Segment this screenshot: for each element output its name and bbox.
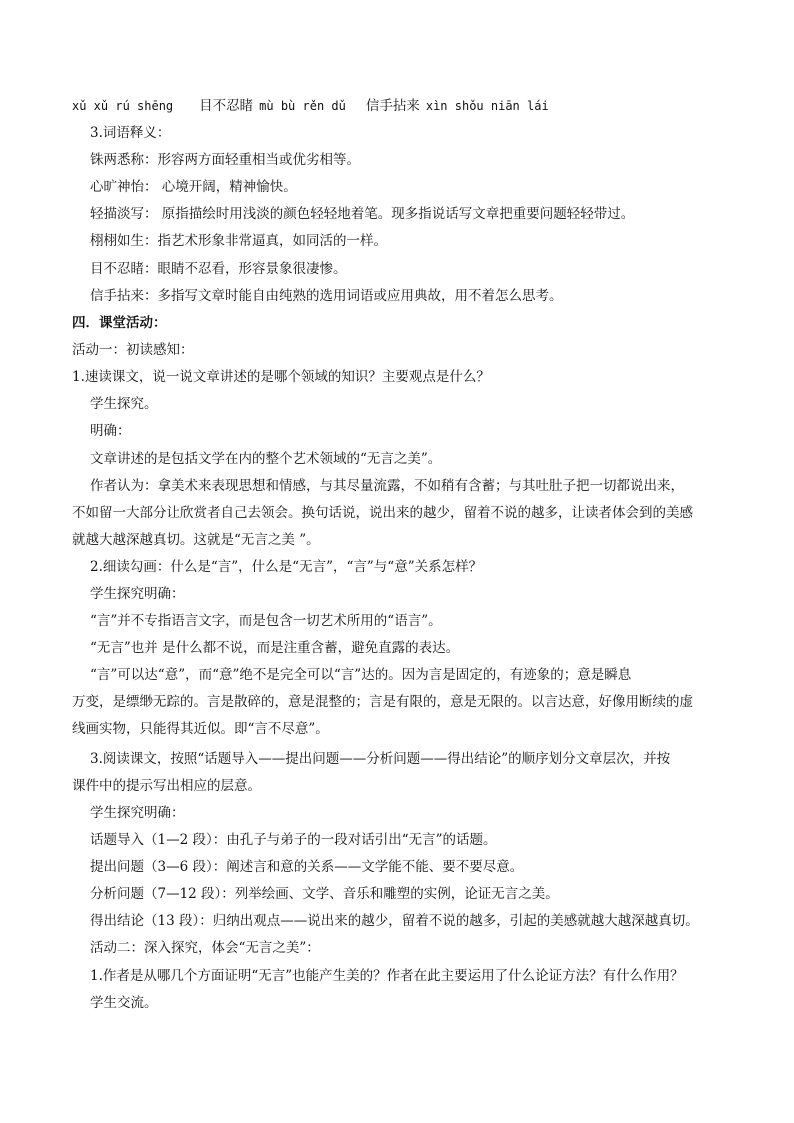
pinyin-mu-bu-ren-du: mù bù rěn dǔ: [259, 99, 346, 113]
q1-answer-2-line3: 就越大越深越真切。这就是“无言之美 ”。: [72, 532, 320, 548]
pinyin-xin-shou-nian-lai: xìn shǒu niān lái: [425, 99, 549, 113]
q1-answer-2-line1: 作者认为：拿美术来表现思想和情感，与其尽量流露，不如稍有含蓄；与其吐肚子把一切都说出来，: [90, 478, 684, 494]
q2-answer-3-line3: 线画实物，只能得其近似。即“言不尽意”。: [72, 721, 329, 737]
definition-item: 栩栩如生：指艺术形象非常逼真，如同活的一样。: [90, 233, 387, 249]
definition-item: 轻描淡写： 原指描绘时用浅淡的颜色轻轻地着笔。现多指说话写文章把重要问题轻轻带过。: [90, 206, 635, 222]
definition-item: 心旷神怡： 心境开阔，精神愉快。: [90, 179, 297, 195]
definition-item: 目不忍睹：眼睛不忍看，形容景象很凄惨。: [90, 261, 347, 277]
q3-explore: 学生探究明确：: [90, 805, 185, 821]
activity2-title: 活动二：深入探究，体会“无言之美”：: [90, 940, 320, 956]
question-3-line1: 3.阅读课文，按照“话题导入——提出问题——分析问题——得出结论”的顺序划分文章层次，并按: [90, 751, 671, 767]
q1-answer-2-line2: 不如留一大部分让欣赏者自己去领会。换句话说，说出来的越少，留着不说的越多，让读者体会到的美感: [72, 505, 693, 521]
q2-answer-2: “无言”也并 是什么都不说，而是注重含蓄，避免直露的表达。: [90, 640, 460, 656]
pinyin-xu-xu-ru-sheng: xǔ xǔ rú shēng: [72, 99, 174, 113]
definition-item: 信手拈来：多指写文章时能自由纯熟的选用词语或应用典故，用不着怎么思考。: [90, 288, 563, 304]
word-mu-bu-ren-du: 目不忍睹: [199, 98, 254, 114]
q1-answer-1: 文章讲述的是包括文学在内的整个艺术领域的“无言之美”。: [90, 451, 442, 467]
activity2-exchange: 学生交流。: [90, 995, 158, 1011]
definitions-heading: 3.词语释义：: [90, 125, 171, 141]
question-2: 2.细读勾画：什么是“言”，什么是“无言”，“言”与“意”关系怎样？: [90, 559, 483, 575]
q3-section-2: 提出问题（3—6 段）：阐述言和意的关系——文学能不能、要不要尽意。: [90, 859, 524, 875]
activity2-question-1: 1.作者是从哪几个方面证明“无言”也能产生美的？作者在此主要运用了什么论证方法？有什么作用？: [90, 968, 684, 984]
activity1-title: 活动一：初读感知：: [72, 342, 194, 358]
question-3-line2: 课件中的提示写出相应的层意。: [72, 778, 261, 794]
q1-explore: 学生探究。: [90, 396, 158, 412]
q3-section-3: 分析问题（7—12 段）：列举绘画、文学、音乐和雕塑的实例，论证无言之美。: [90, 886, 559, 902]
q3-section-4: 得出结论（13 段）：归纳出观点——说出来的越少，留着不说的越多，引起的美感就越大越深越真切。: [90, 913, 699, 929]
vocab-pinyin-line: [72, 96, 549, 116]
q2-answer-1: “言”并不专指语言文字，而是包含一切艺术所用的“语言”。: [90, 613, 442, 629]
q2-answer-3-line1: “言”可以达“意”，而“意”绝不是完全可以“言”达的。因为言是固定的，有迹象的；意是瞬息: [90, 667, 632, 683]
q1-clarify: 明确：: [90, 423, 131, 439]
question-1: 1.速读课文，说一说文章讲述的是哪个领域的知识？主要观点是什么？: [72, 369, 490, 385]
q3-section-1: 话题导入（1—2 段）：由孔子与弟子的一段对话引出“无言”的话题。: [90, 832, 497, 848]
q2-answer-3-line2: 万变，是缥缈无踪的。言是散碎的，意是混整的；言是有限的，意是无限的。以言达意，好像用断续的虚: [72, 694, 693, 710]
definition-item: 铢两悉称：形容两方面轻重相当或优劣相等。: [90, 152, 360, 168]
section-heading: 四．课堂活动：: [72, 315, 167, 331]
word-xin-shou-nian-lai: 信手拈来: [365, 98, 420, 114]
q2-explore: 学生探究明确：: [90, 586, 185, 602]
